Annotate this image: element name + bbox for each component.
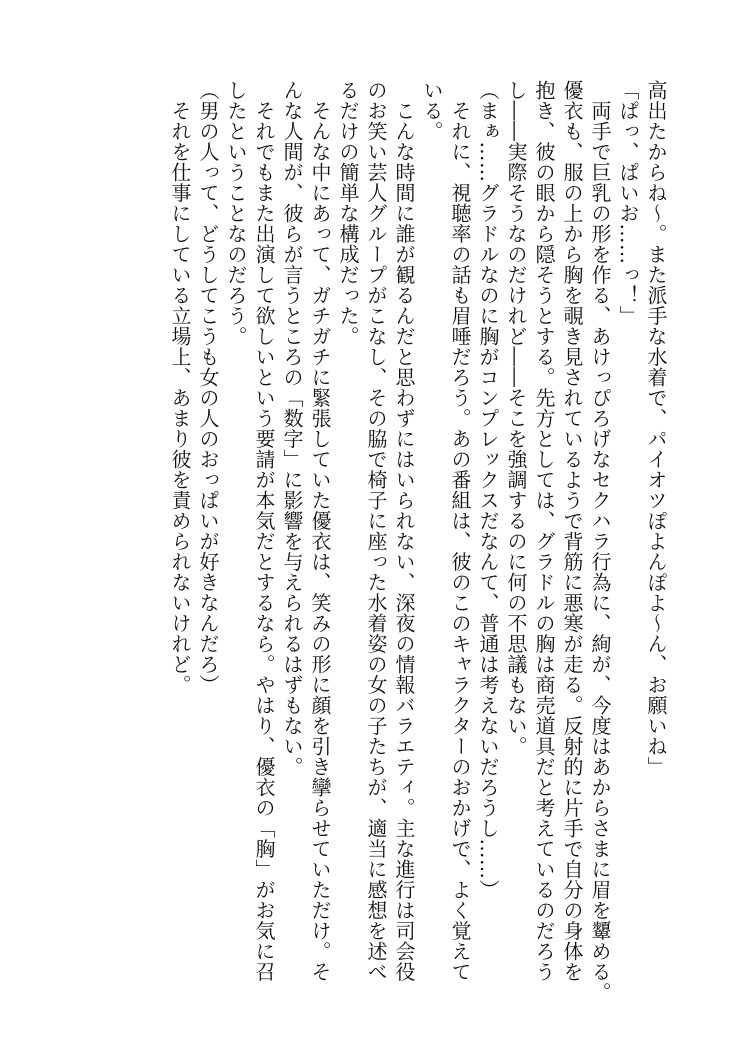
text-line: んな人間が、彼らが言うところの「数字」に影響を与えられるはずもない。 (280, 80, 304, 777)
text-line: こんな時間に誰が観るんだと思わずにはいられない、深夜の情報バラエティ。主な進行は司会役 (392, 80, 416, 982)
text-line: （男の人って、どうしてこうも女の人のおっぱいが好きなんだろ） (196, 80, 220, 695)
vertical-text-body (80, 80, 670, 1003)
text-line: のお笑い芸人グループがこなし、その脇で椅子に座った水着姿の女の子たちが、適当に感想を述べ (364, 80, 388, 982)
text-line: 優衣も、服の上から胸を覗き見されているようで背筋に悪寒が走る。反射的に片手で自分の身体を (560, 80, 584, 982)
text-line: るだけの簡単な構成だった。 (336, 80, 360, 347)
text-line: （まぁ……グラドルなのに胸がコンプレックスだなんて、普通は考えないだろうし……） (476, 80, 500, 900)
text-line: それを仕事にしている立場上、あまり彼を責められないけれど。 (168, 80, 192, 695)
text-line: 高出たからね～。また派手な水着で、パイオツぽよんぽよ～ん、お願いね」 (644, 80, 668, 777)
text-line: したということなのだろう。 (224, 80, 248, 347)
text-line: 抱き、彼の眼から隠そうとする。先方としては、グラドルの胸は商売道具だと考えているのだろう (532, 80, 556, 982)
text-line: 「ぱっ、ぱいお……っ！」 (616, 80, 640, 326)
text-line: それでもまた出演して欲しいという要請が本気だとするなら。やはり、優衣の「胸」がお気に召 (252, 80, 276, 982)
text-line: 両手で巨乳の形を作る、あけっぴろげなセクハラ行為に、絢が、今度はあからさまに眉を顰める。 (588, 80, 612, 1003)
text-line: そんな中にあって、ガチガチに緊張していた優衣は、笑みの形に顔を引き攣らせていただけ。そ (308, 80, 332, 982)
text-line: それに、視聴率の話も眉唾だろう。あの番組は、彼のこのキャラクターのおかげで、よく覚えて (448, 80, 472, 982)
text-line: し――実際そうなのだけれど――そこを強調するのに何の不思議もない。 (504, 80, 528, 757)
text-line: いる。 (420, 80, 444, 142)
